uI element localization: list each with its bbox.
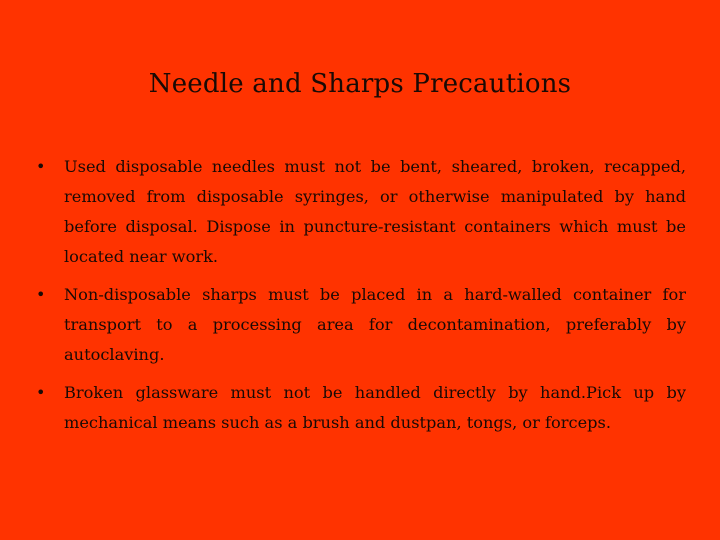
bullet-text: Broken glassware must not be handled directly by hand.Pick up by mechanical means such as a brush and dustpan, tongs, or forceps. (64, 383, 686, 432)
bullet-text: Used disposable needles must not be bent, sheared, broken, recapped, removed from disposable syringes, or otherwise manipulated by hand before disposal. Dispose in puncture-resistant containers which must be located near work. (64, 157, 686, 266)
bullet-icon: • (36, 383, 46, 402)
slide-title: Needle and Sharps Precautions (148, 69, 572, 99)
bullet-item (36, 152, 686, 272)
bullet-icon: • (36, 157, 46, 176)
bullet-icon: • (36, 285, 46, 304)
bullet-list (36, 152, 686, 446)
bullet-text: Non-disposable sharps must be placed in a hard-walled container for transport to a processing area for decontamination, preferably by autoclaving. (64, 285, 686, 364)
bullet-item (36, 378, 686, 438)
bullet-item (36, 280, 686, 370)
